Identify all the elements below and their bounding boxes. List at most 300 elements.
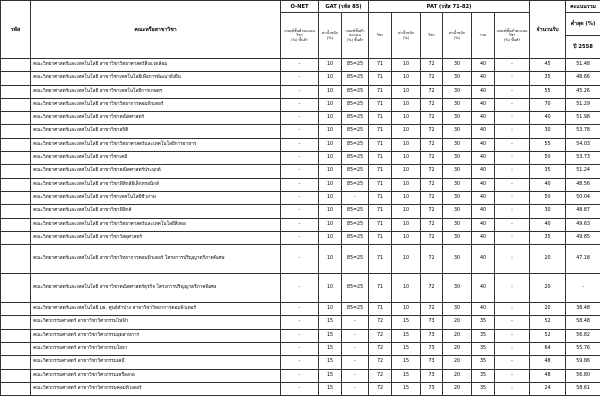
cell-gw: 10 (319, 191, 342, 204)
cell-code (1, 343, 31, 356)
cell-score: 48.66 (566, 72, 600, 85)
cell-gw: 10 (319, 218, 342, 231)
cell-p6: - (495, 218, 530, 231)
cell-code (1, 191, 31, 204)
cell-p2: 10 (392, 98, 421, 111)
cell-p1: 71 (369, 205, 392, 218)
cell-score: 53.78 (566, 125, 600, 138)
cell-gw: 15 (319, 382, 342, 395)
cell-score: 51.29 (566, 98, 600, 111)
cell-seats: 50 (530, 191, 566, 204)
cell-p3: 72 (421, 59, 443, 72)
cell-p3: 72 (421, 245, 443, 274)
table-row (1, 369, 600, 382)
cell-code (1, 245, 31, 274)
cell-p4: 30 (443, 191, 472, 204)
cell-score: 49.85 (566, 231, 600, 244)
cell-faculty: คณะวิทยาศาสตร์และเทคโนโลยี สาขาวิชาคณิตศาสตร์ธุรกิจ โครงการปริญญาตรีภาคพิเศษ (31, 274, 281, 303)
cell-p3: 72 (421, 231, 443, 244)
cell-faculty: คณะวิทยาศาสตร์และเทคโนโลยี สาขาวิชาวิทยาการคอมพิวเตอร์ โครงการปริญญาตรีภาคพิเศษ (31, 245, 281, 274)
cell-onet: - (281, 303, 319, 316)
cell-onet: - (281, 343, 319, 356)
table-row (1, 382, 600, 395)
cell-p1: 71 (369, 138, 392, 151)
cell-p5: 40 (472, 72, 495, 85)
cell-p3: 72 (421, 152, 443, 165)
cell-p2: 10 (392, 303, 421, 316)
cell-p3: 73 (421, 369, 443, 382)
cell-onet: - (281, 191, 319, 204)
cell-p3: 72 (421, 125, 443, 138)
cell-onet: - (281, 231, 319, 244)
cell-p6: - (495, 382, 530, 395)
cell-gm: 85=25 (342, 112, 369, 125)
cell-p5: 40 (472, 165, 495, 178)
header-gat-weight: ค่าน้ำหนัก (%) (319, 13, 342, 59)
cell-onet: - (281, 152, 319, 165)
cell-code (1, 125, 31, 138)
cell-seats: 55 (530, 138, 566, 151)
cell-p6: - (495, 191, 530, 204)
cell-faculty: คณะวิศวกรรมศาสตร์ สาขาวิชาวิศวกรรมเคมี (31, 356, 281, 369)
cell-p2: 10 (392, 245, 421, 274)
cell-gw: 10 (319, 165, 342, 178)
header-pat-min: เกณฑ์ขั้นต่ำคะแนน วิชา (%) ขั้นต่ำ (495, 13, 530, 59)
cell-faculty: คณะวิทยาศาสตร์และเทคโนโลยี สาขาวิชาคณิตศาสตร์ (31, 112, 281, 125)
cell-gw: 10 (319, 303, 342, 316)
cell-seats: 48 (530, 356, 566, 369)
cell-p2: 10 (392, 125, 421, 138)
cell-p3: 72 (421, 191, 443, 204)
cell-p4: 30 (443, 274, 472, 303)
cell-gm: - (342, 382, 369, 395)
cell-faculty: คณะวิทยาศาสตร์และเทคโนโลยี สาขาวิชาฟิสิกส์อิเล็กทรอนิกส์ (31, 178, 281, 191)
header-seats: จำนวนรับ (530, 1, 566, 59)
cell-faculty: คณะวิทยาศาสตร์และเทคโนโลยี สาขาวิชาสถิติ (31, 125, 281, 138)
table-row (1, 343, 600, 356)
table-row (1, 165, 600, 178)
cell-p5: 35 (472, 382, 495, 395)
cell-onet: - (281, 218, 319, 231)
cell-faculty: คณะวิศวกรรมศาสตร์ สาขาวิชาวิศวกรรมไฟฟ้า (31, 316, 281, 329)
cell-gm: - (342, 329, 369, 342)
cell-onet: - (281, 72, 319, 85)
cell-p2: 10 (392, 152, 421, 165)
cell-p3: 73 (421, 329, 443, 342)
cell-code (1, 231, 31, 244)
cell-gw: 10 (319, 98, 342, 111)
cell-code (1, 85, 31, 98)
cell-code (1, 72, 31, 85)
cell-p3: 72 (421, 205, 443, 218)
cell-p1: 71 (369, 274, 392, 303)
cell-seats: 45 (530, 59, 566, 72)
cell-onet: - (281, 125, 319, 138)
table-row (1, 274, 600, 303)
cell-p1: 71 (369, 191, 392, 204)
cell-code (1, 329, 31, 342)
cell-seats: 70 (530, 98, 566, 111)
cell-p4: 30 (443, 165, 472, 178)
cell-p1: 71 (369, 98, 392, 111)
cell-faculty: คณะวิทยาศาสตร์และเทคโนโลยี สาขาวิชาเทคโนโลยีเพื่อการพัฒนายั่งยืน (31, 72, 281, 85)
cell-seats: 52 (530, 316, 566, 329)
cell-gw: 10 (319, 112, 342, 125)
cell-score: 48.87 (566, 205, 600, 218)
cell-score: 51.24 (566, 165, 600, 178)
cell-gm: - (342, 191, 369, 204)
cell-p4: 30 (443, 218, 472, 231)
cell-faculty: คณะวิทยาศาสตร์และเทคโนโลยี สาขาวิชาวิทยาศาสตร์และเทคโนโลยีการอาหาร (31, 138, 281, 151)
cell-gw: 15 (319, 356, 342, 369)
cell-gw: 15 (319, 343, 342, 356)
cell-p1: 71 (369, 303, 392, 316)
cell-gm: - (342, 316, 369, 329)
table-body (1, 59, 600, 396)
cell-gw: 10 (319, 72, 342, 85)
header-pat-weight-1: ค่าน้ำหนัก (%) (392, 13, 421, 59)
cell-faculty: คณะวิทยาศาสตร์และเทคโนโลยี สาขาวิชาวิทยาศาสตร์และเทคโนโลยีสิ่งทอ (31, 218, 281, 231)
cell-p4: 30 (443, 138, 472, 151)
cell-faculty: คณะวิทยาศาสตร์และเทคโนโลยี สาขาวิชาเทคโนโลยีการเกษตร (31, 85, 281, 98)
cell-p3: 73 (421, 316, 443, 329)
table-row (1, 218, 600, 231)
cell-score: 51.98 (566, 112, 600, 125)
cell-p2: 10 (392, 178, 421, 191)
cell-code (1, 138, 31, 151)
cell-score: 59.86 (566, 356, 600, 369)
cell-p2: 10 (392, 231, 421, 244)
cell-p4: 30 (443, 231, 472, 244)
cell-p6: - (495, 85, 530, 98)
cell-p2: 15 (392, 369, 421, 382)
header-gat: GAT (รหัส 85) (319, 1, 369, 13)
cell-seats: 50 (530, 152, 566, 165)
cell-p4: 30 (443, 125, 472, 138)
cell-score: 38.48 (566, 303, 600, 316)
cell-p3: 73 (421, 382, 443, 395)
cell-faculty: คณะวิศวกรรมศาสตร์ สาขาวิชาวิศวกรรมเครื่องกล (31, 369, 281, 382)
table-row (1, 125, 600, 138)
cell-p4: 20 (443, 369, 472, 382)
cell-faculty: คณะวิทยาศาสตร์และเทคโนโลยี สาขาวิชาฟิสิกส์ (31, 205, 281, 218)
cell-code (1, 218, 31, 231)
cell-onet: - (281, 178, 319, 191)
cell-p4: 30 (443, 178, 472, 191)
table-row (1, 303, 600, 316)
header-onet: O-NET (281, 1, 319, 13)
cell-score: - (566, 274, 600, 303)
cell-gm: - (342, 369, 369, 382)
header-pat-subject-1: วิชา (369, 13, 392, 59)
cell-gm: - (342, 356, 369, 369)
cell-gw: 10 (319, 138, 342, 151)
cell-p1: 71 (369, 245, 392, 274)
table-row (1, 316, 600, 329)
cell-score: 53.73 (566, 152, 600, 165)
cell-p6: - (495, 343, 530, 356)
cell-score: 58.48 (566, 316, 600, 329)
cell-p5: 35 (472, 356, 495, 369)
cell-gw: 15 (319, 369, 342, 382)
cell-onet: - (281, 356, 319, 369)
header-min-score-top: คะแนนรวม (566, 1, 600, 13)
cell-p4: 30 (443, 303, 472, 316)
cell-p6: - (495, 316, 530, 329)
cell-gm: 85=25 (342, 98, 369, 111)
cell-p5: 40 (472, 178, 495, 191)
cell-p1: 71 (369, 231, 392, 244)
cell-gm: 85=25 (342, 231, 369, 244)
header-pat-weight-2: ค่าน้ำหนัก (%) (443, 13, 472, 59)
cell-gm: 85=25 (342, 85, 369, 98)
cell-faculty: คณะวิทยาศาสตร์และเทคโนโลยี สาขาวิชาวัสดุศาสตร์ (31, 231, 281, 244)
cell-code (1, 98, 31, 111)
cell-p1: 71 (369, 72, 392, 85)
header-min-score-mid: ต่ำสุด (%) (566, 13, 600, 36)
cell-gm: 85=25 (342, 165, 369, 178)
header-faculty: คณะหรือสาขาวิชา (31, 1, 281, 59)
cell-p5: 40 (472, 218, 495, 231)
table-row (1, 178, 600, 191)
cell-p6: - (495, 205, 530, 218)
header-code: รหัส (1, 1, 31, 59)
cell-score: 48.56 (566, 178, 600, 191)
cell-faculty: คณะวิทยาศาสตร์และเทคโนโลยี สาขาวิชาวิทยาการคอมพิวเตอร์ (31, 98, 281, 111)
cell-gm: 85=25 (342, 178, 369, 191)
cell-p2: 10 (392, 165, 421, 178)
cell-p6: - (495, 303, 530, 316)
cell-seats: 35 (530, 165, 566, 178)
cell-code (1, 316, 31, 329)
cell-p1: 71 (369, 152, 392, 165)
cell-p6: - (495, 98, 530, 111)
cell-p4: 30 (443, 98, 472, 111)
cell-p2: 10 (392, 59, 421, 72)
cell-faculty: คณะวิทยาศาสตร์และเทคโนโลยี สาขาวิชาคณิตศาสตร์ประยุกต์ (31, 165, 281, 178)
cell-onet: - (281, 329, 319, 342)
cell-p5: 40 (472, 205, 495, 218)
cell-faculty: คณะวิศวกรรมศาสตร์ สาขาวิชาวิศวกรรมคอมพิวเตอร์ (31, 382, 281, 395)
table-row (1, 152, 600, 165)
cell-p4: 20 (443, 382, 472, 395)
cell-p2: 10 (392, 72, 421, 85)
header-pat-subject-2: วิชา (421, 13, 443, 59)
cell-p3: 73 (421, 343, 443, 356)
cell-p5: 40 (472, 303, 495, 316)
cell-p5: 35 (472, 316, 495, 329)
cell-onet: - (281, 205, 319, 218)
cell-gw: 10 (319, 231, 342, 244)
cell-gm: 85=25 (342, 152, 369, 165)
cell-code (1, 303, 31, 316)
cell-code (1, 59, 31, 72)
header-pat-total: รวม (472, 13, 495, 59)
cell-p5: 40 (472, 85, 495, 98)
cell-p6: - (495, 72, 530, 85)
table-row (1, 245, 600, 274)
header-gat-min: เกณฑ์ขั้นต่ำคะแนน (%) ขั้นต่ำ (342, 13, 369, 59)
cell-p6: - (495, 245, 530, 274)
cell-p4: 30 (443, 85, 472, 98)
cell-gm: - (342, 343, 369, 356)
cell-score: 54.03 (566, 138, 600, 151)
cell-seats: 35 (530, 231, 566, 244)
cell-p1: 72 (369, 343, 392, 356)
cell-gm: 85=25 (342, 205, 369, 218)
table-row (1, 85, 600, 98)
cell-p4: 30 (443, 205, 472, 218)
cell-p6: - (495, 231, 530, 244)
cell-code (1, 274, 31, 303)
cell-p6: - (495, 274, 530, 303)
cell-p6: - (495, 178, 530, 191)
table-row (1, 138, 600, 151)
cell-p1: 71 (369, 165, 392, 178)
cell-gw: 15 (319, 316, 342, 329)
cell-gm: 85=25 (342, 303, 369, 316)
cell-score: 56.80 (566, 369, 600, 382)
cell-p6: - (495, 329, 530, 342)
cell-p3: 72 (421, 72, 443, 85)
cell-seats: 52 (530, 329, 566, 342)
cell-p2: 15 (392, 343, 421, 356)
cell-p1: 71 (369, 218, 392, 231)
cell-p5: 35 (472, 369, 495, 382)
cell-p2: 15 (392, 316, 421, 329)
cell-p1: 72 (369, 329, 392, 342)
cell-p1: 71 (369, 59, 392, 72)
cell-gm: 85=25 (342, 125, 369, 138)
cell-p2: 15 (392, 329, 421, 342)
cell-p4: 20 (443, 316, 472, 329)
cell-score: 51.48 (566, 59, 600, 72)
cell-seats: 30 (530, 205, 566, 218)
cell-p4: 30 (443, 152, 472, 165)
cell-p2: 10 (392, 205, 421, 218)
cell-gw: 10 (319, 178, 342, 191)
cell-seats: 20 (530, 303, 566, 316)
cell-p2: 10 (392, 85, 421, 98)
cell-p1: 72 (369, 369, 392, 382)
table-row (1, 59, 600, 72)
cell-gw: 15 (319, 329, 342, 342)
cell-p2: 10 (392, 191, 421, 204)
cell-gw: 10 (319, 125, 342, 138)
cell-p2: 10 (392, 138, 421, 151)
cell-p5: 40 (472, 245, 495, 274)
cell-p3: 72 (421, 98, 443, 111)
cell-p5: 35 (472, 343, 495, 356)
header-min-score-year: ปี 2558 (566, 36, 600, 59)
cell-gm: 85=25 (342, 274, 369, 303)
cell-p3: 72 (421, 218, 443, 231)
table-row (1, 112, 600, 125)
cell-gw: 10 (319, 152, 342, 165)
cell-onet: - (281, 138, 319, 151)
cell-gw: 10 (319, 274, 342, 303)
table-row (1, 356, 600, 369)
cell-p5: 40 (472, 152, 495, 165)
cell-p6: - (495, 112, 530, 125)
cell-score: 47.18 (566, 245, 600, 274)
cell-onet: - (281, 316, 319, 329)
cell-p5: 40 (472, 138, 495, 151)
cell-p6: - (495, 152, 530, 165)
cell-p4: 20 (443, 343, 472, 356)
cell-onet: - (281, 165, 319, 178)
header-pat: PAT (รหัส 71-82) (369, 1, 530, 13)
cell-p1: 71 (369, 125, 392, 138)
cell-code (1, 165, 31, 178)
table-row (1, 205, 600, 218)
cell-onet: - (281, 98, 319, 111)
cell-code (1, 178, 31, 191)
cell-onet: - (281, 274, 319, 303)
cell-seats: 35 (530, 72, 566, 85)
cell-p5: 40 (472, 59, 495, 72)
cell-p5: 40 (472, 98, 495, 111)
cell-faculty: คณะวิทยาศาสตร์และเทคโนโลยี สาขาวิชาเคมี (31, 152, 281, 165)
cell-p4: 30 (443, 72, 472, 85)
cell-p6: - (495, 369, 530, 382)
cell-score: 55.76 (566, 343, 600, 356)
cell-p1: 71 (369, 178, 392, 191)
cell-p6: - (495, 125, 530, 138)
cell-score: 56.82 (566, 329, 600, 342)
cell-p6: - (495, 165, 530, 178)
cell-gw: 10 (319, 85, 342, 98)
cell-p3: 72 (421, 165, 443, 178)
cell-code (1, 205, 31, 218)
cell-seats: 55 (530, 85, 566, 98)
cell-p1: 72 (369, 382, 392, 395)
table-row (1, 191, 600, 204)
cell-p3: 72 (421, 112, 443, 125)
cell-p5: 40 (472, 125, 495, 138)
table-row (1, 72, 600, 85)
cell-gm: 85=25 (342, 138, 369, 151)
cell-seats: 40 (530, 178, 566, 191)
cell-onet: - (281, 245, 319, 274)
cell-seats: 40 (530, 112, 566, 125)
cell-p3: 72 (421, 85, 443, 98)
cell-p5: 40 (472, 231, 495, 244)
cell-gw: 10 (319, 59, 342, 72)
cell-faculty: คณะวิทยาศาสตร์และเทคโนโลยี สาขาวิชาวิทยาศาสตร์สิ่งแวดล้อม (31, 59, 281, 72)
cell-gm: 85=25 (342, 218, 369, 231)
cell-faculty: คณะวิศวกรรมศาสตร์ สาขาวิชาวิศวกรรมอุตสาหการ (31, 329, 281, 342)
cell-seats: 40 (530, 218, 566, 231)
cell-p4: 30 (443, 112, 472, 125)
cell-code (1, 369, 31, 382)
cell-onet: - (281, 382, 319, 395)
cell-p3: 72 (421, 303, 443, 316)
cell-seats: 20 (530, 245, 566, 274)
cell-seats: 24 (530, 382, 566, 395)
cell-p4: 30 (443, 59, 472, 72)
cell-p1: 72 (369, 356, 392, 369)
cell-seats: 48 (530, 369, 566, 382)
cell-p4: 20 (443, 356, 472, 369)
cell-seats: 30 (530, 125, 566, 138)
cell-p5: 40 (472, 274, 495, 303)
cell-faculty: คณะวิศวกรรมศาสตร์ สาขาวิชาวิศวกรรมโยธา (31, 343, 281, 356)
cell-seats: 64 (530, 343, 566, 356)
cell-p3: 72 (421, 178, 443, 191)
cell-p2: 10 (392, 218, 421, 231)
table-row (1, 98, 600, 111)
